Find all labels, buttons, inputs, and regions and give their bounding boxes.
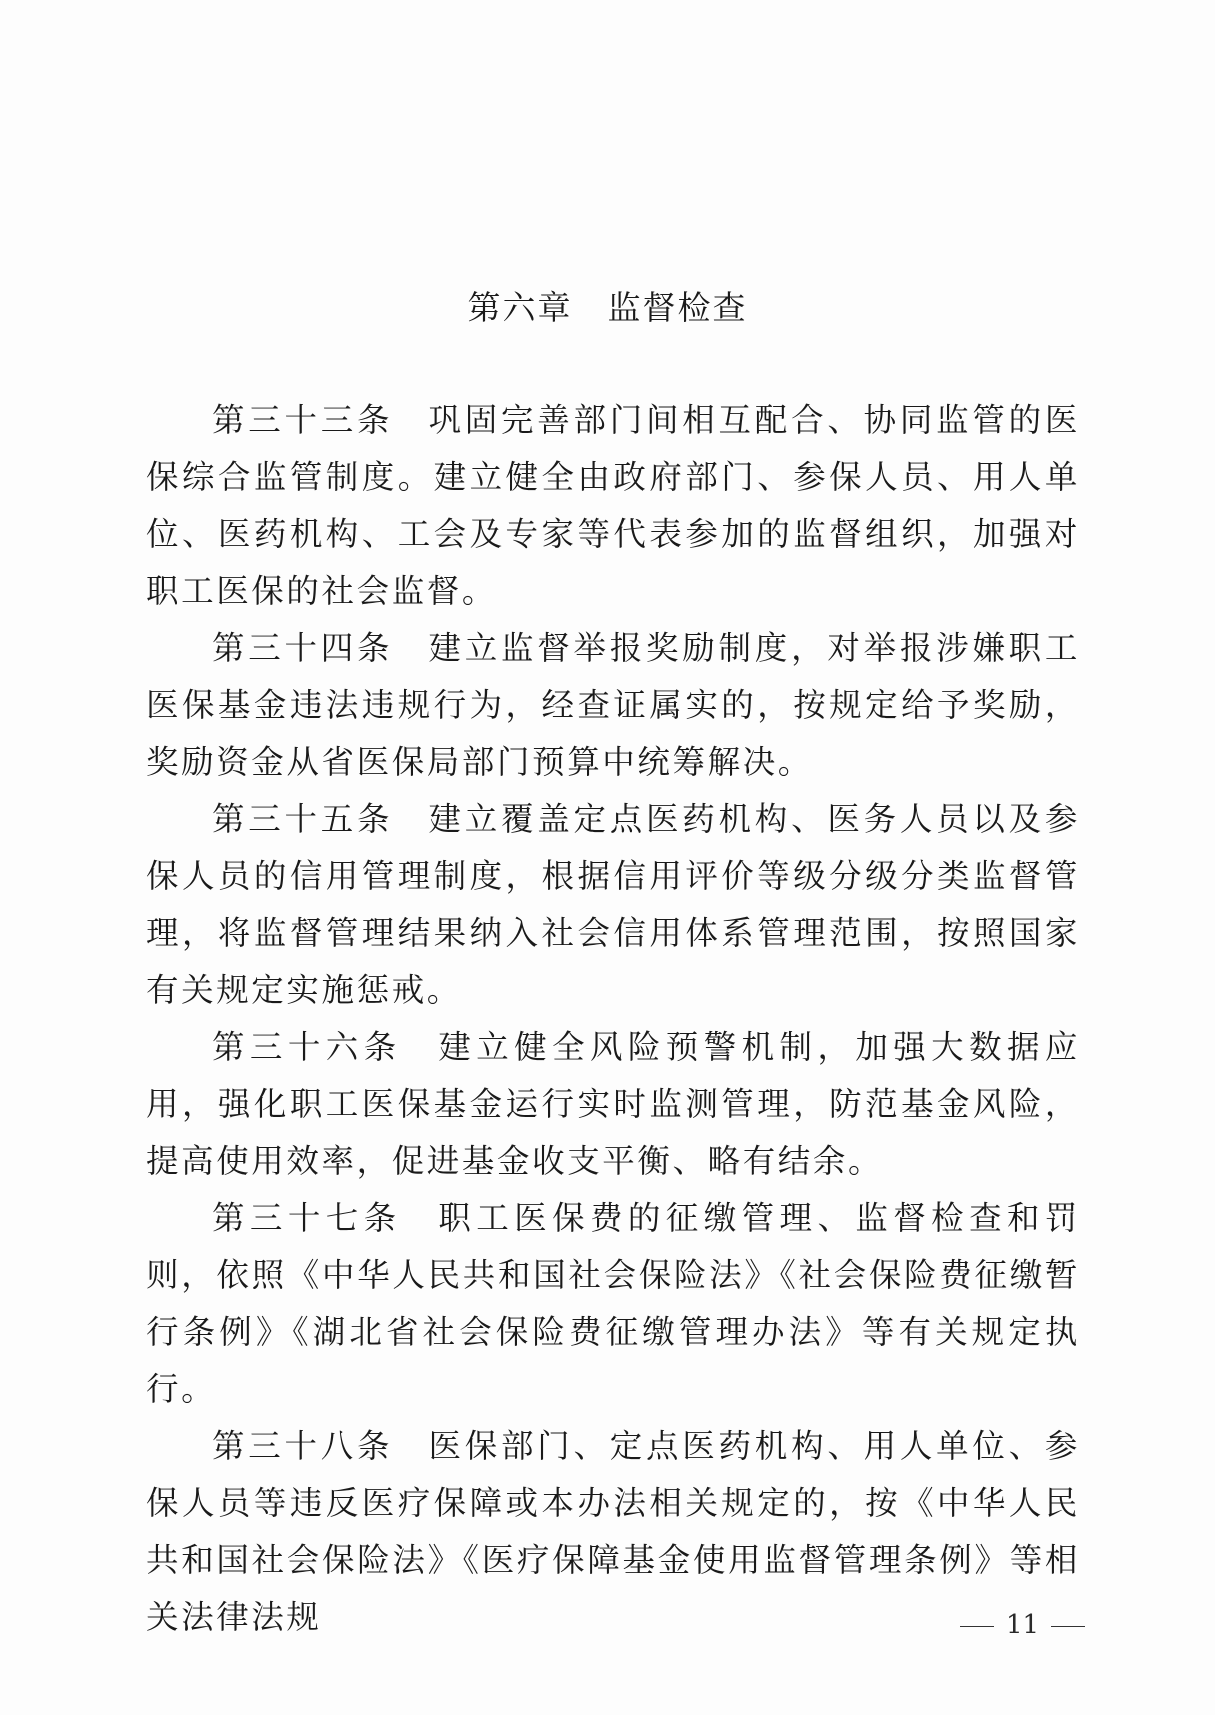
article-number: 第三十八条 <box>212 1427 394 1465</box>
dash-left-icon <box>960 1626 994 1627</box>
chapter-title: 第六章 监督检查 <box>467 288 748 327</box>
article-text: 建立健全风险预警机制，加强大数据应用，强化职工医保基金运行实时监测管理，防范基金风险，提高使用效率，促进基金收支平衡、略有结余。 <box>146 1028 1080 1180</box>
article-number: 第三十七条 <box>212 1199 402 1237</box>
dash-right-icon <box>1051 1626 1085 1627</box>
article-number: 第三十三条 <box>212 401 394 439</box>
article-37 <box>146 1190 1080 1418</box>
article-33 <box>146 392 1080 620</box>
article-text: 职工医保费的征缴管理、监督检查和罚则，依照《中华人民共和国社会保险法》《社会保险费征缴暂行条例》《湖北省社会保险费征缴管理办法》等有关规定执行。 <box>146 1199 1080 1408</box>
article-35 <box>146 791 1080 1019</box>
article-number: 第三十五条 <box>212 800 394 838</box>
article-34 <box>146 620 1080 791</box>
page-number-value: 11 <box>1006 1610 1040 1640</box>
article-text: 建立覆盖定点医药机构、医务人员以及参保人员的信用管理制度，根据信用评价等级分级分类监督管理，将监督管理结果纳入社会信用体系管理范围，按照国家有关规定实施惩戒。 <box>146 800 1080 1009</box>
article-text: 医保部门、定点医药机构、用人单位、参保人员等违反医疗保障或本办法相关规定的，按《中华人民共和国社会保险法》《医疗保障基金使用监督管理条例》等相关法律法规 <box>146 1427 1080 1636</box>
article-number: 第三十六条 <box>212 1028 402 1066</box>
article-text: 巩固完善部门间相互配合、协同监管的医保综合监管制度。建立健全由政府部门、参保人员、用人单位、医药机构、工会及专家等代表参加的监督组织，加强对职工医保的社会监督。 <box>146 401 1080 610</box>
article-36 <box>146 1019 1080 1190</box>
article-number: 第三十四条 <box>212 629 394 667</box>
page-number <box>960 1610 1085 1640</box>
article-38 <box>146 1418 1080 1646</box>
article-text: 建立监督举报奖励制度，对举报涉嫌职工医保基金违法违规行为，经查证属实的，按规定给予奖励，奖励资金从省医保局部门预算中统筹解决。 <box>146 629 1080 781</box>
body-text <box>146 392 1080 1646</box>
